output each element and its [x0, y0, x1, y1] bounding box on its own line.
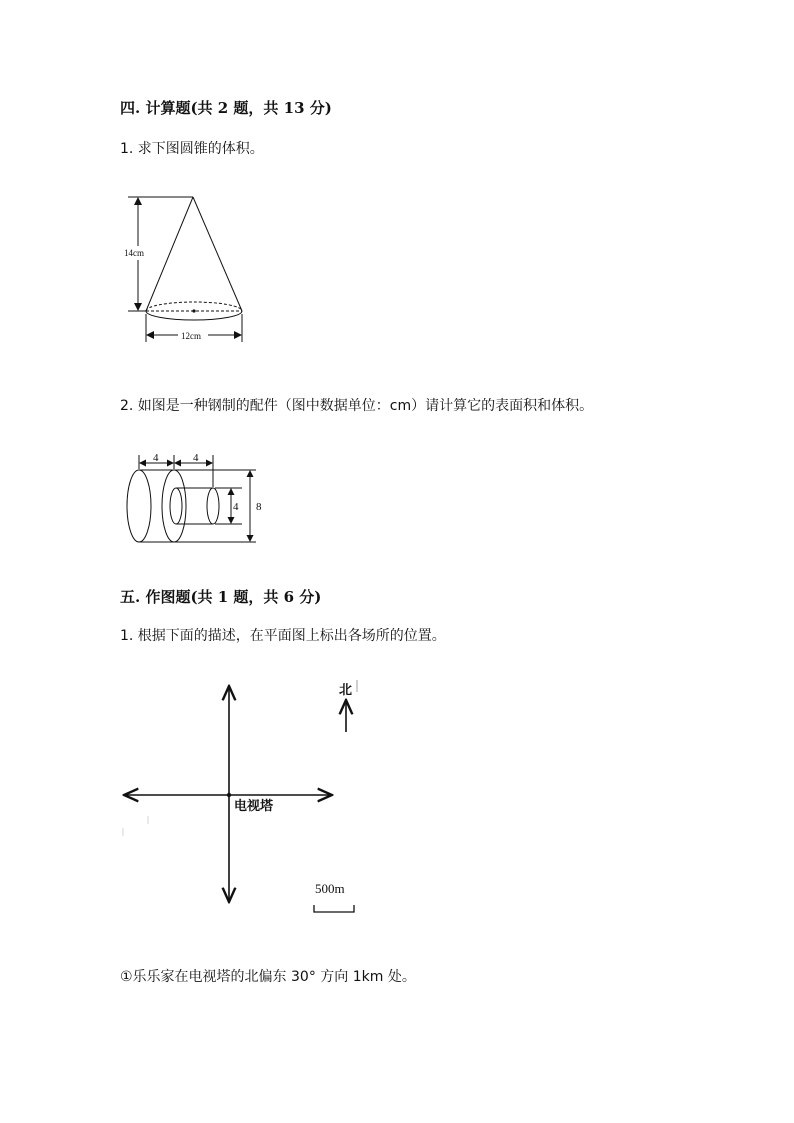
cylinder-figure [120, 447, 280, 547]
outer-cylinder-left-face [127, 470, 151, 542]
cone-right-side [193, 197, 242, 311]
inner-cylinder-left-face [170, 488, 182, 524]
section-5-heading: 五. 作图题(共 1 题，共 6 分) [120, 588, 322, 606]
scale-bar [314, 905, 354, 912]
question-5-1-text: 1. 根据下面的描述，在平面图上标出各场所的位置。 [120, 628, 446, 644]
cone-figure [118, 188, 258, 348]
question-2-text: 2. 如图是一种钢制的配件（图中数据单位：cm）请计算它的表面积和体积。 [120, 398, 594, 414]
tv-tower-label: 电视塔 [234, 799, 274, 814]
north-label: 北 [339, 683, 353, 698]
inner-diameter-label: 4 [233, 501, 239, 513]
item-1-text: ①乐乐家在电视塔的北偏东 30° 方向 1km 处。 [120, 969, 416, 985]
cone-height-label: 14cm [124, 248, 144, 258]
question-1-text: 1. 求下图圆锥的体积。 [120, 141, 264, 157]
cone-base-center [192, 309, 195, 312]
map-figure [118, 676, 368, 921]
outer-diameter-label: 8 [256, 501, 262, 513]
cone-left-side [146, 197, 193, 311]
tv-tower-point [227, 793, 231, 797]
length-1-label: 4 [153, 452, 159, 464]
length-2-label: 4 [193, 452, 199, 464]
inner-cylinder-right-face [207, 488, 219, 524]
cone-diameter-label: 12cm [181, 331, 201, 341]
section-4-heading: 四. 计算题(共 2 题，共 13 分) [120, 99, 332, 117]
scale-label: 500m [315, 881, 345, 896]
